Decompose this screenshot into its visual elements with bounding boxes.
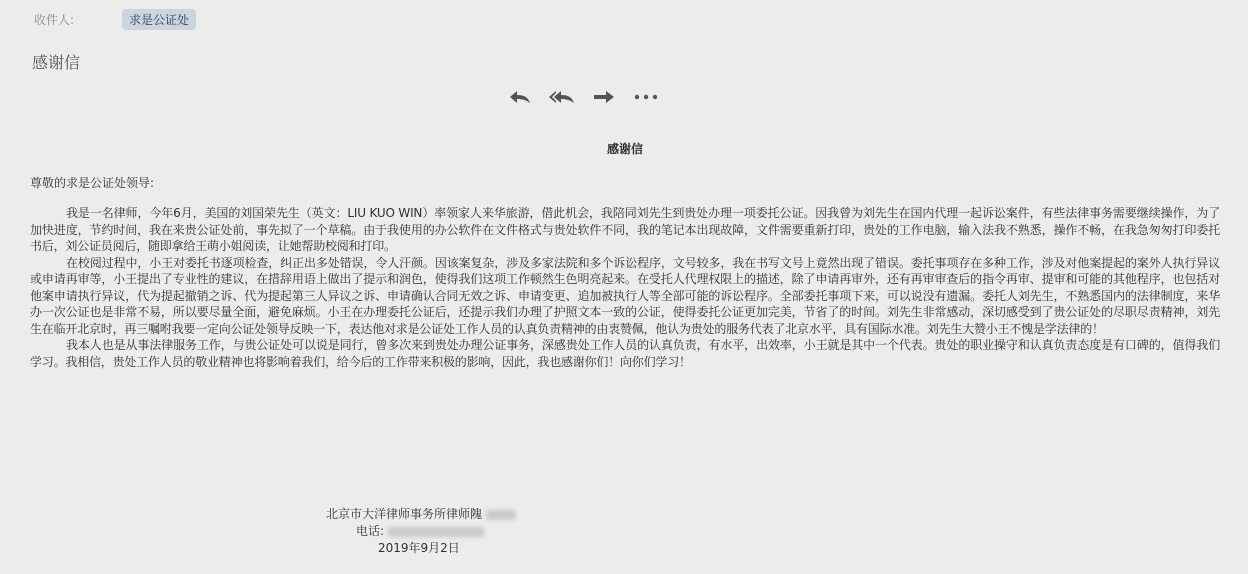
more-icon [633, 93, 659, 101]
signature-org: 北京市大洋律师事务所律师隗 [326, 507, 483, 521]
recipient-row [34, 9, 196, 30]
reply-all-icon [548, 89, 576, 105]
reply-button[interactable] [504, 86, 536, 108]
letter-title: 感谢信 [606, 142, 643, 156]
message-subject: 感谢信 [32, 53, 81, 72]
forward-icon [592, 89, 616, 105]
forward-button[interactable] [588, 86, 620, 108]
recipient-label: 收件人: [34, 13, 75, 27]
message-actions [504, 86, 672, 108]
message-body [30, 136, 1220, 370]
letter-date: 2019年9月2日 [378, 541, 460, 555]
redacted-name [486, 510, 516, 520]
message-header [0, 0, 1248, 150]
letter-paragraph: 我是一名律师，今年6月，美国的刘国荣先生（英文：LIU KUO WIN）率领家人来华旅游，借此机会，我陪同刘先生到贵处办理一项委托公证。因我曾为刘先生在国内代理一起诉讼案件，有些法律事务需要继续操作，为了加快进度，节约时间，我在来贵公证处前，事先拟了一个草稿。由于我使用的办公软件在文件格式与贵处软件不同，我的笔记本出现故障，文件需要重新打印，贵处的工作电脑，输入法我不熟悉，操作不畅，在我急匆匆打印委托书后，刘公证员阅后，随即拿给王萌小姐阅读，让她帮助校阅和打印。 [30, 206, 1220, 253]
recipient-chip[interactable]: 求是公证处 [122, 9, 196, 30]
letter-paragraph: 在校阅过程中，小王对委托书逐项检查，纠正出多处错误，令人汗颜。因该案复杂，涉及多家法院和多个诉讼程序，文号较多，我在书写文号上竟然出现了错误。委托事项存在多种工作，涉及对他案提起的案外人执行异议或申请再审等，小王提出了专业性的建议，在措辞用语上做出了提示和润色，使得我们这项工作顿然生色明亮起来。在受托人代理权限上的描述，除了申请再审外，还有再审审查后的指令再审、提审和可能的其他程序，也包括对他案申请执行异议，代为提起撤销之诉、代为提起第三人异议之诉、申请确认合同无效之诉、申请变更、追加被执行人等全部可能的诉讼程序。全部委托事项下来，可以说没有遗漏。委托人刘先生，不熟悉国内的法律制度，来华办一次公证也是非常不易，所以要尽量全面，避免麻烦。小王在办理委托公证后，还提示我们办理了护照文本一致的公证，使得委托公证更加完美，节省了的时间。刘先生非常感动，深切感受到了贵公证处的尽职尽责精神，刘先生在临开北京时，再三嘱咐我要一定向公证处领导反映一下，表达他对求是公证处工作人员的认真负责精神的由衷赞佩，他认为贵处的服务代表了北京水平，具有国际水准。刘先生大赞小王不愧是学法律的！ [30, 255, 1220, 336]
redacted-phone [388, 527, 484, 537]
letter-signature [326, 506, 516, 557]
signature-line [326, 506, 516, 523]
phone-line [326, 523, 516, 540]
phone-label: 电话: [356, 524, 385, 538]
letter-paragraph: 我本人也是从事法律服务工作，与贵公证处可以说是同行，曾多次来到贵处办理公证事务，深感贵处工作人员的认真负责，有水平，出效率，小王就是其中一个代表。贵处的职业操守和认真负责态度是有口碑的，值得我们学习。我相信，贵处工作人员的敬业精神也将影响着我们，给今后的工作带来积极的影响，因此，我也感谢你们！向你们学习！ [30, 338, 1220, 369]
letter-salutation: 尊敬的求是公证处领导: [30, 176, 155, 190]
reply-icon [508, 89, 532, 105]
reply-all-button[interactable] [546, 86, 578, 108]
more-button[interactable] [630, 86, 662, 108]
